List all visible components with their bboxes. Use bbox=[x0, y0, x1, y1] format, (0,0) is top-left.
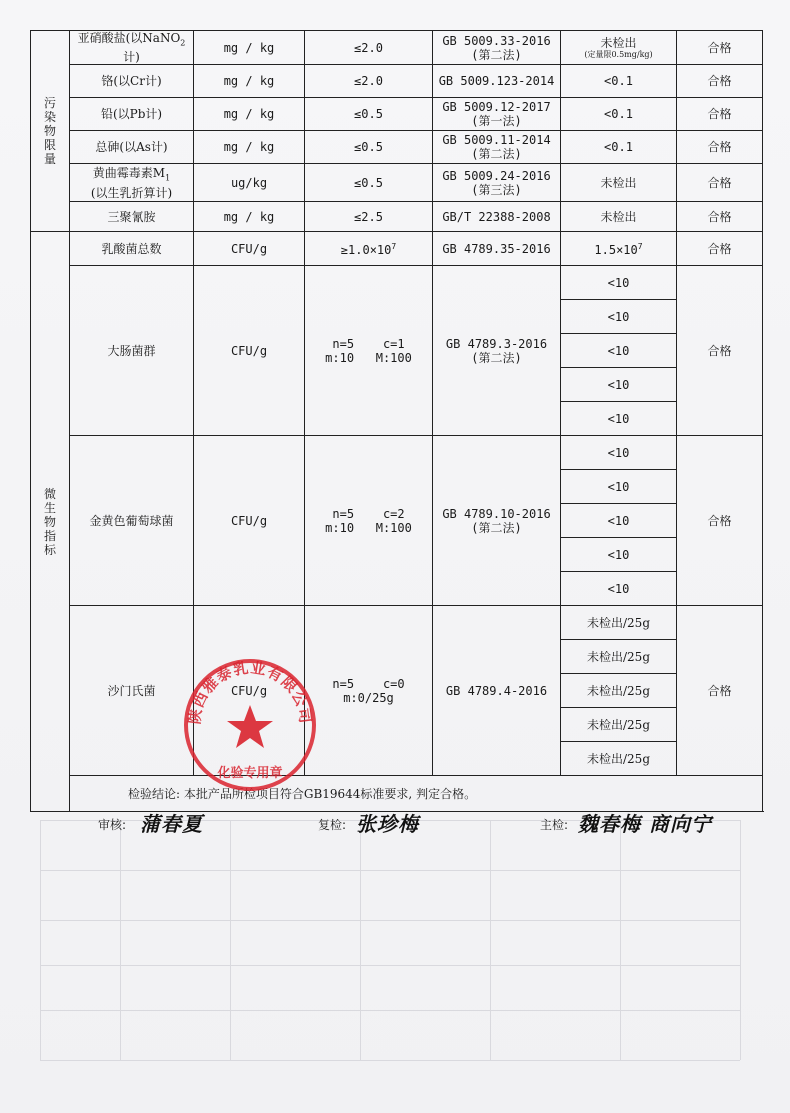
unit-cell: CFU/g bbox=[194, 436, 305, 606]
method-cell: GB/T 22388-2008 bbox=[433, 202, 561, 232]
seal-bottom-text: 化验专用章 bbox=[217, 766, 283, 781]
unit-cell: CFU/g bbox=[194, 266, 305, 436]
unit-cell: mg / kg bbox=[194, 202, 305, 232]
result-cell: <10 bbox=[561, 368, 677, 402]
seal-ring-text: 陕西雅泰乳业有限公司 bbox=[185, 658, 315, 726]
bleed-line bbox=[40, 920, 740, 921]
item-name: 亚硝酸盐(以NaNO$_2$计) bbox=[70, 31, 194, 65]
category-micro: 微 生 物 指 标 bbox=[31, 232, 70, 812]
table-row bbox=[31, 776, 763, 812]
result-cell: <10 bbox=[561, 572, 677, 606]
sampling-plan-cell: n=5 c=0 m:0/25g bbox=[305, 606, 433, 776]
table-row bbox=[31, 65, 763, 98]
result-cell: 未检出/25g bbox=[561, 640, 677, 674]
unit-cell: CFU/g bbox=[194, 232, 305, 266]
table-row bbox=[31, 98, 763, 131]
bleed-line bbox=[740, 820, 741, 1060]
result-cell: <0.1 bbox=[561, 65, 677, 98]
limit-cell: ≤0.5 bbox=[305, 131, 433, 164]
method-cell: GB 4789.35-2016 bbox=[433, 232, 561, 266]
result-cell: <10 bbox=[561, 334, 677, 368]
result-cell: 未检出/25g bbox=[561, 674, 677, 708]
item-name: 乳酸菌总数 bbox=[70, 232, 194, 266]
method-cell: GB 4789.10-2016 (第二法) bbox=[433, 436, 561, 606]
bleed-line bbox=[120, 820, 121, 1060]
table-row bbox=[31, 232, 763, 266]
item-name: 黄曲霉毒素$M_1$ (以生乳折算计) bbox=[70, 164, 194, 202]
result-cell: 未检出 bbox=[561, 164, 677, 202]
limit-cell: ≤2.0 bbox=[305, 65, 433, 98]
table-row bbox=[31, 606, 763, 640]
unit-cell: CFU/g bbox=[194, 606, 305, 776]
table-row bbox=[31, 164, 763, 202]
item-name: 沙门氏菌 bbox=[70, 606, 194, 776]
item-name: 铅(以Pb计) bbox=[70, 98, 194, 131]
unit-cell: mg / kg bbox=[194, 31, 305, 65]
method-cell: GB 5009.11-2014 (第二法) bbox=[433, 131, 561, 164]
result-cell: 未检出/25g bbox=[561, 708, 677, 742]
verdict-cell: 合格 bbox=[677, 31, 763, 65]
verdict-cell: 合格 bbox=[677, 266, 763, 436]
result-cell: <10 bbox=[561, 402, 677, 436]
verdict-cell: 合格 bbox=[677, 436, 763, 606]
verdict-cell: 合格 bbox=[677, 232, 763, 266]
verdict-cell: 合格 bbox=[677, 98, 763, 131]
table-row bbox=[31, 266, 763, 300]
method-cell: GB 5009.12-2017 (第一法) bbox=[433, 98, 561, 131]
method-cell: GB 5009.33-2016 (第二法) bbox=[433, 31, 561, 65]
verdict-cell: 合格 bbox=[677, 131, 763, 164]
item-name: 总砷(以As计) bbox=[70, 131, 194, 164]
limit-cell: $\ge 1.0\times 10^7$ bbox=[305, 232, 433, 266]
sampling-plan-cell: n=5 c=1 m:10 M:100 bbox=[305, 266, 433, 436]
unit-cell: ug/kg bbox=[194, 164, 305, 202]
limit-cell: ≤0.5 bbox=[305, 98, 433, 131]
bleed-line bbox=[40, 870, 740, 871]
item-name: 大肠菌群 bbox=[70, 266, 194, 436]
table-row bbox=[31, 436, 763, 470]
bleed-line bbox=[230, 820, 231, 1060]
verdict-cell: 合格 bbox=[677, 606, 763, 776]
bleed-line bbox=[40, 1010, 740, 1011]
bleed-line bbox=[360, 820, 361, 1060]
method-cell: GB 4789.3-2016 (第二法) bbox=[433, 266, 561, 436]
limit-cell: ≤2.0 bbox=[305, 31, 433, 65]
verdict-cell: 合格 bbox=[677, 202, 763, 232]
recheck-signature: 张珍梅 bbox=[356, 812, 419, 836]
category-pollutants: 污 染 物 限 量 bbox=[31, 31, 70, 232]
method-cell: GB 5009.24-2016 (第三法) bbox=[433, 164, 561, 202]
limit-cell: ≤2.5 bbox=[305, 202, 433, 232]
result-cell: <0.1 bbox=[561, 131, 677, 164]
review-label: 审核: bbox=[98, 818, 127, 832]
conclusion-text: 检验结论: 本批产品所检项目符合GB19644标准要求, 判定合格。 bbox=[70, 776, 763, 812]
bleed-line bbox=[620, 820, 621, 1060]
result-cell: <10 bbox=[561, 266, 677, 300]
table-row bbox=[31, 31, 763, 65]
table-row bbox=[31, 202, 763, 232]
result-cell: 未检出/25g bbox=[561, 742, 677, 776]
result-cell: $1.5\times 10^7$ bbox=[561, 232, 677, 266]
sampling-plan-cell: n=5 c=2 m:10 M:100 bbox=[305, 436, 433, 606]
limit-cell: ≤0.5 bbox=[305, 164, 433, 202]
result-cell: 未检出/25g bbox=[561, 606, 677, 640]
item-name: 铬(以Cr计) bbox=[70, 65, 194, 98]
company-seal bbox=[180, 655, 320, 795]
unit-cell: mg / kg bbox=[194, 98, 305, 131]
seal-star-icon bbox=[227, 705, 273, 748]
verdict-cell: 合格 bbox=[677, 164, 763, 202]
chief-signature: 魏春梅 商向宁 bbox=[578, 812, 712, 836]
result-cell: <10 bbox=[561, 436, 677, 470]
method-cell: GB 5009.123-2014 bbox=[433, 65, 561, 98]
unit-cell: mg / kg bbox=[194, 131, 305, 164]
unit-cell: mg / kg bbox=[194, 65, 305, 98]
verdict-cell: 合格 bbox=[677, 65, 763, 98]
result-cell: 未检出 bbox=[561, 202, 677, 232]
result-cell: 未检出 (定量限0.5mg/kg) bbox=[561, 31, 677, 65]
recheck-label: 复检: bbox=[318, 818, 347, 832]
method-cell: GB 4789.4-2016 bbox=[433, 606, 561, 776]
item-name: 三聚氰胺 bbox=[70, 202, 194, 232]
result-cell: <0.1 bbox=[561, 98, 677, 131]
result-cell: <10 bbox=[561, 504, 677, 538]
bleed-line bbox=[40, 820, 41, 1060]
item-name: 金黄色葡萄球菌 bbox=[70, 436, 194, 606]
chief-label: 主检: bbox=[540, 818, 569, 832]
review-signature: 蒲春夏 bbox=[140, 812, 203, 836]
bleed-line bbox=[490, 820, 491, 1060]
table-row bbox=[31, 131, 763, 164]
bleed-line bbox=[40, 965, 740, 966]
result-cell: <10 bbox=[561, 470, 677, 504]
result-cell: <10 bbox=[561, 300, 677, 334]
bleed-line bbox=[40, 1060, 740, 1061]
inspection-table bbox=[30, 30, 763, 812]
result-cell: <10 bbox=[561, 538, 677, 572]
